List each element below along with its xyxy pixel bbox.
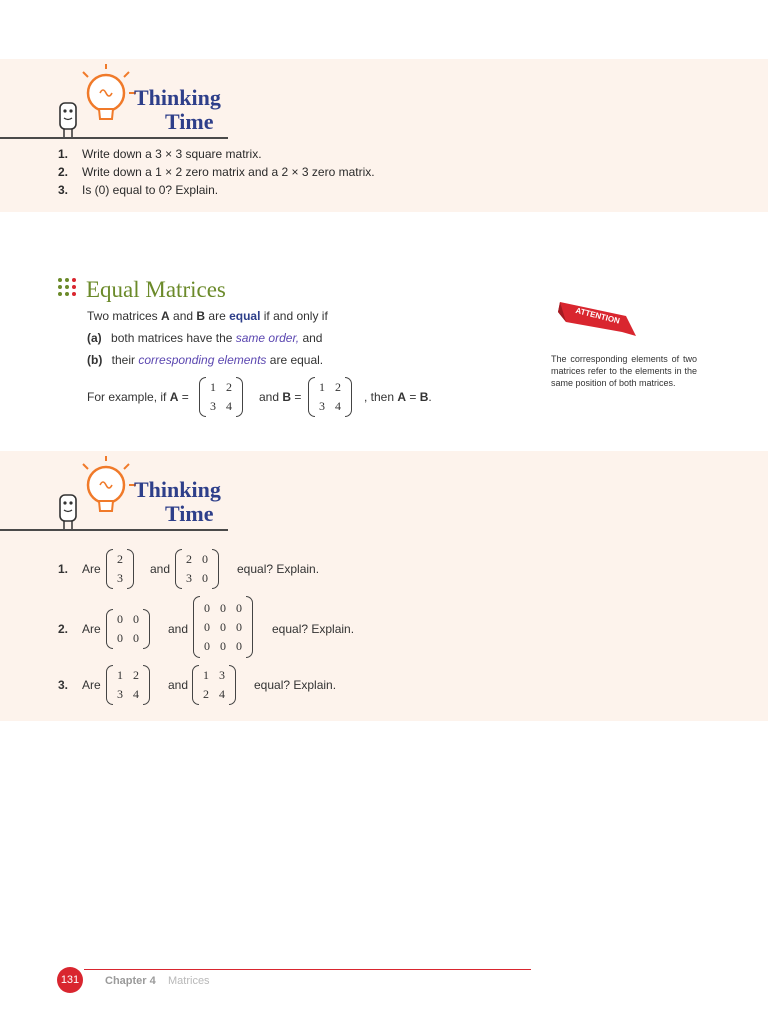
matrix-symbol-b: B	[282, 390, 292, 404]
matrix-cell: 3	[319, 399, 325, 413]
matrix-cell: 0	[220, 619, 226, 634]
q1-matrix-1	[106, 549, 134, 589]
example-matrix-a	[199, 377, 243, 417]
intro-text: Two matrices	[87, 309, 162, 323]
q1-matrix-2	[175, 549, 219, 589]
item-number: 3.	[58, 183, 69, 197]
matrix-cell: 3	[210, 399, 216, 413]
question-number: 2.	[58, 622, 69, 636]
matrix-cell: 0	[236, 600, 242, 615]
matrix-cell: 0	[220, 638, 226, 653]
question-are: Are	[82, 622, 101, 636]
matrix-cell: 4	[133, 687, 139, 701]
example-middle	[259, 390, 301, 404]
attention-ribbon-icon	[556, 296, 642, 346]
term-corresponding-elements: corresponding elements	[138, 353, 267, 367]
matrix-cell: 0	[204, 619, 210, 634]
equals-sign: =	[178, 390, 189, 404]
thinking-time-banner	[0, 451, 240, 531]
item-number: 1.	[58, 147, 69, 161]
item-text: Write down a 3 × 3 square matrix.	[82, 147, 262, 161]
question-number: 3.	[58, 678, 69, 692]
example-prefix	[87, 390, 189, 404]
matrix-cell: 0	[133, 631, 139, 645]
question-equal-explain: equal? Explain.	[237, 562, 320, 576]
footer-rule	[84, 969, 531, 970]
item-text: Write down a 1 × 2 zero matrix and a 2 × 3 zero matrix.	[82, 165, 375, 179]
condition-a	[87, 331, 322, 345]
question-number: 1.	[58, 562, 69, 576]
matrix-cell: 3	[186, 571, 192, 585]
thinking-title-line1: Thinking	[134, 85, 221, 110]
section-dots-icon	[57, 276, 81, 300]
thinking-title-line1: Thinking	[134, 477, 221, 502]
attention-label: ATTENTION	[574, 305, 621, 326]
matrix-cell: 1	[117, 668, 123, 682]
equals-sign: =	[291, 390, 302, 404]
q2-matrix-1	[106, 609, 150, 649]
matrix-symbol-a: A	[169, 390, 179, 404]
thinking-time-banner	[0, 59, 240, 139]
condition-text: are equal.	[266, 353, 324, 367]
q3-matrix-2	[192, 665, 236, 705]
matrix-symbol-b: B	[196, 309, 206, 323]
chapter-label: Chapter 4	[105, 975, 156, 987]
matrix-cell: 2	[186, 552, 192, 566]
matrix-symbol-b: B	[419, 390, 429, 404]
condition-label: (a)	[87, 331, 102, 345]
matrix-symbol-a: A	[397, 390, 407, 404]
item-number: 2.	[58, 165, 69, 179]
banner-underline	[0, 137, 228, 139]
matrix-cell: 1	[319, 380, 325, 394]
matrix-cell: 4	[226, 399, 232, 413]
term-same-order: same order,	[235, 331, 300, 345]
matrix-cell: 3	[219, 668, 225, 682]
matrix-cell: 2	[133, 668, 139, 682]
matrix-cell: 1	[210, 380, 216, 394]
example-text: , then	[364, 390, 398, 404]
question-are: Are	[82, 678, 101, 692]
matrix-cell: 2	[335, 380, 341, 394]
matrix-cell: 0	[202, 552, 208, 566]
matrix-cell: 0	[117, 631, 123, 645]
matrix-cell: 2	[203, 687, 209, 701]
condition-text: their	[111, 353, 139, 367]
thinking-title-line2: Time	[165, 501, 214, 526]
question-are: Are	[82, 562, 101, 576]
matrix-cell: 1	[203, 668, 209, 682]
condition-text: and	[299, 331, 323, 345]
matrix-cell: 4	[335, 399, 341, 413]
equals-sign: =	[406, 390, 420, 404]
example-text: .	[428, 390, 432, 404]
condition-b	[87, 353, 323, 367]
matrix-cell: 0	[117, 612, 123, 626]
question-and: and	[150, 562, 171, 576]
matrix-cell: 2	[226, 380, 232, 394]
q3-matrix-1	[106, 665, 150, 705]
thinking-time-panel-1	[0, 59, 768, 212]
matrix-cell: 0	[204, 600, 210, 615]
matrix-symbol-a: A	[161, 309, 170, 323]
matrix-cell: 4	[219, 687, 225, 701]
matrix-cell: 0	[133, 612, 139, 626]
question-equal-explain: equal? Explain.	[254, 678, 337, 692]
example-text: and	[259, 390, 283, 404]
matrix-cell: 3	[117, 571, 123, 585]
intro-text: and	[169, 309, 197, 323]
section-heading: Equal Matrices	[86, 277, 226, 302]
matrix-cell: 3	[117, 687, 123, 701]
condition-label: (b)	[87, 353, 103, 367]
matrix-cell: 0	[204, 638, 210, 653]
chapter-title: Matrices	[168, 975, 210, 987]
q2-matrix-2	[193, 596, 253, 658]
example-matrix-b	[308, 377, 352, 417]
question-and: and	[168, 678, 189, 692]
item-text: Is (0) equal to 0? Explain.	[82, 183, 219, 197]
lightbulb-character-icon	[50, 63, 140, 137]
definition-intro	[87, 309, 328, 323]
question-and: and	[168, 622, 189, 636]
matrix-cell: 0	[220, 600, 226, 615]
condition-text: both matrices have the	[111, 331, 236, 345]
banner-underline	[0, 529, 228, 531]
matrix-cell: 2	[117, 552, 123, 566]
question-equal-explain: equal? Explain.	[272, 622, 355, 636]
thinking-title-line2: Time	[165, 109, 214, 134]
intro-text: if and only if	[260, 309, 328, 323]
attention-note: The corresponding elements of two matrices refer to the elements in the same position of both matrices.	[551, 354, 697, 388]
page-number: 131	[57, 967, 83, 993]
matrix-cell: 0	[236, 638, 242, 653]
keyword-equal: equal	[229, 309, 261, 323]
example-text: For example, if	[87, 390, 170, 404]
matrix-cell: 0	[202, 571, 208, 585]
example-conclusion	[364, 390, 432, 404]
matrix-cell: 0	[236, 619, 242, 634]
thinking-time-panel-2	[0, 451, 768, 721]
lightbulb-character-icon	[50, 455, 140, 529]
intro-text: are	[205, 309, 230, 323]
